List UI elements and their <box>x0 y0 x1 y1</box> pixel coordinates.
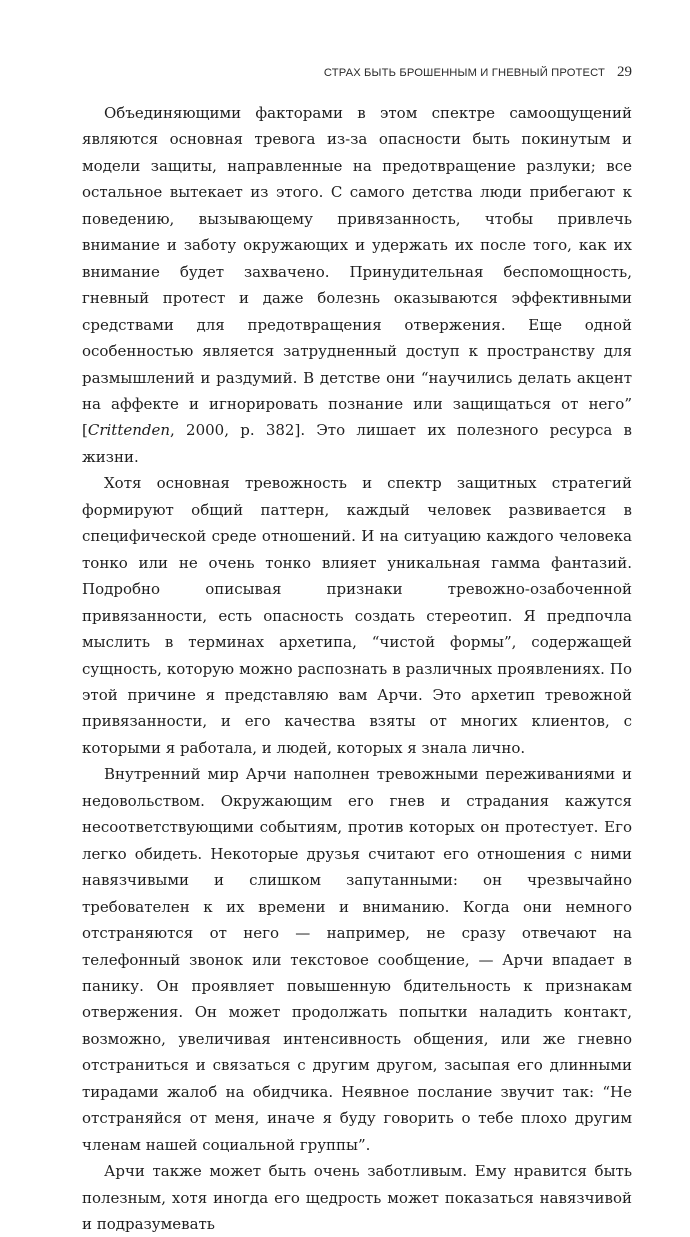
running-head-title: СТРАХ БЫТЬ БРОШЕННЫМ И ГНЕВНЫЙ ПРОТЕСТ <box>323 67 605 79</box>
paragraph-2: Хотя основная тревожность и спектр защитных стратегий формируют общий паттерн, каждый человек развивается в специфической среде отношений. И на ситуацию каждого человека тонко или не очень тонко влияет уникальная гамма фантазий. Подробно описывая признаки тревожно-озабоченной привязанности, есть опасность создать стереотип. Я предпочла мыслить в терминах архетипа, “чистой формы”, содержащей сущность, которую можно распознать в различных проявлениях. По этой причине я представляю вам Арчи. Это архетип тревожной привязанности, и его качества взяты от многих клиентов, с которыми я работала, и людей, которых я знала лично. <box>82 474 632 757</box>
citation-author: Crittenden <box>87 421 171 440</box>
paragraph-1-text: Объединяющими факторами в этом спектре самоощущений являются основная тревога из-за опасности быть покинутым и модели защиты, направленные на предотвращение разлуки; все остальное вытекает из этого. С самого детства люди прибегают к поведению, вызывающему привязанность, чтобы привлечь внимание и заботу окружающих и удержать их после того, как их внимание будет захвачено. Принудительная беспомощность, гневный протест и даже болезнь оказываются эффективными средствами для предотвращения отвержения. Еще одной особенностью является затрудненный доступ к пространству для размышлений и раздумий. В детстве они “научились делать акцент на аффекте и игнорировать познание или защищаться от него” [ <box>82 104 632 440</box>
page-number: 29 <box>617 64 632 80</box>
citation-tail: , 2000, p. 382]. Это лишает их полезного ресурса в жизни. <box>82 421 632 466</box>
running-head <box>324 64 632 81</box>
paragraph-1 <box>82 100 632 470</box>
body-text <box>82 100 632 1237</box>
paragraph-4: Арчи также может быть очень заботливым. Ему нравится быть полезным, хотя иногда его щедрость может показаться навязчивой и подразумевать <box>82 1162 632 1234</box>
paragraph-3: Внутренний мир Арчи наполнен тревожными переживаниями и недовольством. Окружающим его гнев и страдания кажутся несоответствующими событиям, против которых он протестует. Его легко обидеть. Некоторые друзья считают его отношения с ними навязчивыми и слишком запутанными: он чрезвычайно требователен к их времени и вниманию. Когда они немного отстраняются от него — например, не сразу отвечают на телефонный звонок или текстовое сообщение, — Арчи впадает в панику. Он проявляет повышенную бдительность к признакам отвержения. Он может продолжать попытки наладить контакт, возможно, увеличивая интенсивность общения, или же гневно отстраниться и связаться с другим другом, засыпая его длинными тирадами жалоб на обидчика. Неявное послание звучит так: “Не отстраняйся от меня, иначе я буду говорить о тебе плохо другим членам нашей социальной группы”. <box>82 765 632 1154</box>
